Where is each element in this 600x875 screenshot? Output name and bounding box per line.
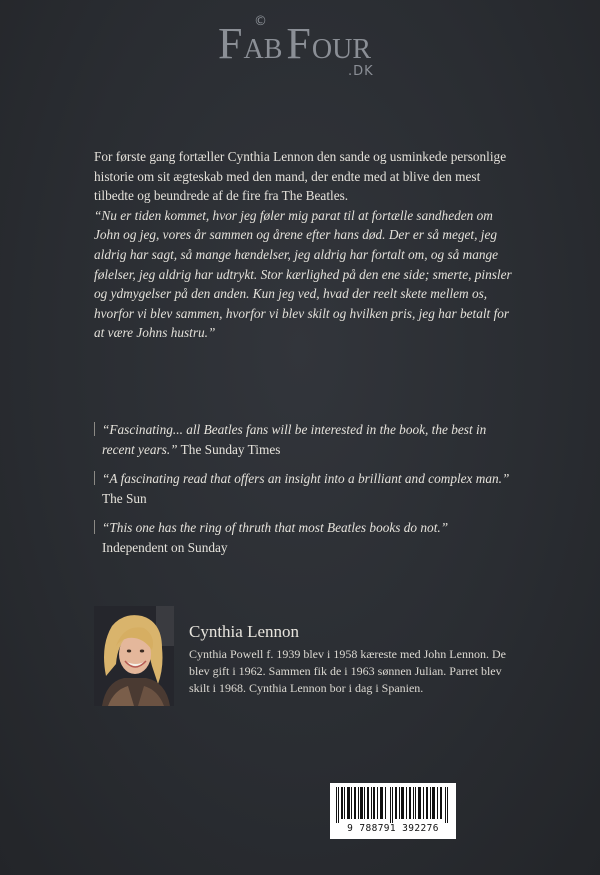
logo-letters-ab: AB bbox=[243, 34, 283, 65]
isbn-barcode bbox=[330, 783, 456, 839]
quote-bar bbox=[94, 520, 95, 534]
intro-paragraph: For første gang fortæller Cynthia Lennon den sande og usminkede personlige historie om sit ægteskab med den mand, der endte med at blive den mest tilbedte og beundrede af de fire fra The Beatles. bbox=[94, 149, 507, 204]
logo-letter-f2: F bbox=[286, 19, 312, 68]
review-item bbox=[94, 420, 514, 459]
author-section bbox=[94, 606, 524, 706]
review-quotes bbox=[94, 420, 514, 568]
quote-bar bbox=[94, 422, 95, 436]
review-quote: “Fascinating... all Beatles fans will be interested in the book, the best in recent years.” bbox=[102, 422, 487, 457]
author-bio: Cynthia Powell f. 1939 blev i 1958 kæreste med John Lennon. De blev gift i 1962. Sammen fik de i 1963 sønnen Julian. Parret blev skilt i 1968. Cynthia Lennon bor i dag i Spanien. bbox=[189, 647, 506, 695]
intro-quote: “Nu er tiden kommet, hvor jeg føler mig parat til at fortælle sandheden om John og jeg, vores år sammen og årene efter hans død. Der er så meget, jeg aldrig har sagt, så mange hændelser, jeg aldrig har fortalt om, og så mange følelser, jeg aldrig har udtrykt. Stor kærlighed på den ene side; smerte, pinsler og ydmygelser på den anden. Kun jeg ved, hvad der reelt skete mellem os, hvorfor vi blev sammen, hvorfor vi blev skilt og hvilken pris, jeg har betalt for at være Johns hustru.” bbox=[94, 207, 512, 341]
fabfour-logo bbox=[218, 14, 388, 80]
logo-letters-our: OUR bbox=[311, 34, 371, 65]
review-source: The Sunday Times bbox=[180, 441, 281, 457]
review-quote: “A fascinating read that offers an insight into a brilliant and complex man.” bbox=[102, 471, 510, 487]
review-item bbox=[94, 518, 514, 557]
author-photo bbox=[94, 606, 174, 706]
author-portrait-illustration bbox=[94, 606, 174, 706]
copyright-mark: © bbox=[254, 14, 267, 29]
logo-domain-suffix: .DK bbox=[348, 64, 374, 79]
logo-letter-f1: F bbox=[218, 19, 244, 68]
quote-bar bbox=[94, 471, 95, 485]
intro-text bbox=[94, 147, 514, 343]
author-name: Cynthia Lennon bbox=[189, 622, 300, 641]
review-quote: “This one has the ring of thruth that most Beatles books do not.” bbox=[102, 520, 449, 536]
review-source: The Sun bbox=[102, 490, 147, 506]
review-source: Independent on Sunday bbox=[102, 539, 228, 555]
isbn-digits: 9 788791 392276 bbox=[347, 823, 439, 834]
review-item bbox=[94, 469, 514, 508]
barcode-bars bbox=[334, 787, 452, 823]
